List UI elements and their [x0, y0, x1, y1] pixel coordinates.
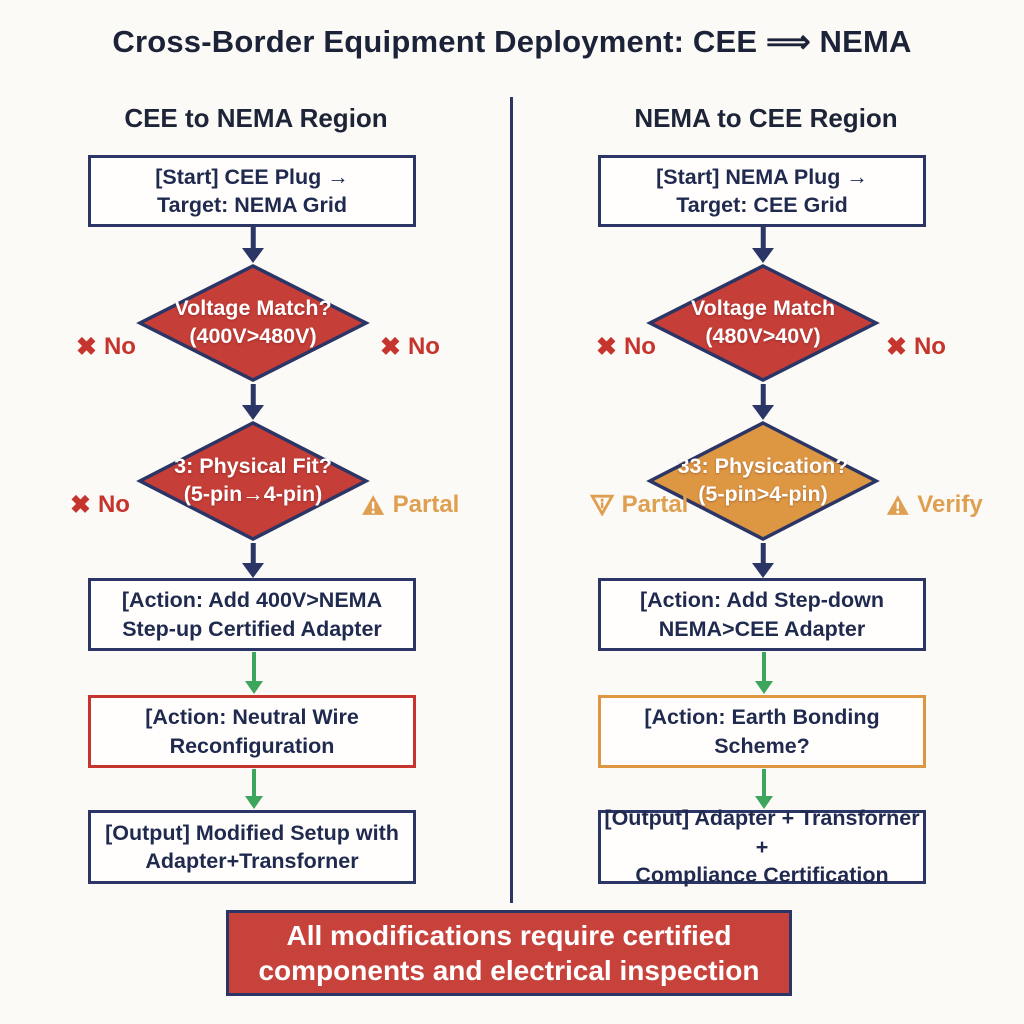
- warning-icon: [361, 494, 386, 516]
- branch-label-no: ✖ No: [886, 332, 946, 361]
- start-node: [88, 155, 416, 227]
- start-node: [598, 155, 926, 227]
- output-line1: [Output] Modified Setup with: [105, 820, 399, 845]
- action-line2: Scheme?: [714, 733, 810, 758]
- flow-arrow-green: [241, 652, 267, 694]
- decision-line1: Voltage Match?: [174, 296, 332, 321]
- decision-line2: (5-pin→4-pin): [183, 482, 323, 506]
- decision-line1: 33: Physication?: [677, 454, 849, 479]
- decision-line2: (5-pin>4-pin): [698, 482, 828, 506]
- output-node: [598, 806, 926, 888]
- branch-label-partial: Partal: [590, 489, 689, 521]
- warning-icon: [885, 494, 910, 516]
- output-line1: [Output] Adapter + Transforner +: [604, 806, 920, 859]
- flow-arrow: [240, 227, 266, 263]
- action-node-neutral-wire: [88, 695, 416, 768]
- banner-line2: components and electrical inspection: [258, 955, 760, 986]
- action-line1: [Action: Add 400V>NEMA: [121, 588, 383, 613]
- action-node-adapter: [88, 578, 416, 651]
- flow-arrow-green: [751, 652, 777, 694]
- output-line2: Compliance Certification: [635, 863, 889, 888]
- action-line1: [Action: Neutral Wire: [145, 705, 359, 730]
- cross-icon: ✖: [380, 332, 401, 361]
- cross-icon: ✖: [76, 332, 97, 361]
- start-node-line2: Target: NEMA Grid: [157, 193, 347, 217]
- inverted-triangle-info-icon: [590, 494, 615, 516]
- decision-line1: Voltage Match: [690, 296, 836, 321]
- start-node-line1: [Start] CEE Plug →: [155, 164, 349, 189]
- action-node-earth-bonding: [598, 695, 926, 768]
- start-node-line2: Target: CEE Grid: [676, 193, 848, 217]
- flow-arrow-green: [751, 769, 777, 809]
- branch-label-no: ✖ No: [70, 490, 130, 519]
- cross-icon: ✖: [886, 332, 907, 361]
- flow-arrow-green: [241, 769, 267, 809]
- branch-label-no: ✖ No: [380, 332, 440, 361]
- decision-physical-fit: [645, 420, 881, 542]
- decision-voltage-match: [645, 263, 881, 383]
- action-line2: Step-up Certified Adapter: [122, 616, 382, 641]
- action-line2: NEMA>CEE Adapter: [658, 616, 866, 641]
- branch-label-partial: Partal: [361, 489, 460, 521]
- decision-line2: (480V>40V): [705, 324, 821, 348]
- decision-line2: (400V>480V): [189, 324, 317, 348]
- action-node-adapter: [598, 578, 926, 651]
- branch-label-no: ✖ No: [76, 332, 136, 361]
- flow-arrow: [750, 543, 776, 578]
- column-nema-to-cee: [538, 0, 994, 1024]
- cross-icon: ✖: [596, 332, 617, 361]
- decision-physical-fit: [135, 420, 371, 542]
- output-node: [88, 810, 416, 884]
- decision-line1: 3: Physical Fit?: [174, 454, 332, 479]
- flow-arrow: [750, 227, 776, 263]
- compliance-banner: [226, 910, 792, 996]
- start-node-line1: [Start] NEMA Plug →: [656, 164, 868, 189]
- banner-line1: All modifications require certified: [286, 920, 732, 951]
- column-cee-to-nema: [28, 0, 484, 1024]
- branch-label-verify: Verify: [885, 489, 982, 521]
- flow-arrow: [240, 384, 266, 420]
- flow-arrow: [240, 543, 266, 578]
- flow-arrow: [750, 384, 776, 420]
- branch-label-no: ✖ No: [596, 332, 656, 361]
- column-divider: [510, 97, 513, 903]
- output-line2: Adapter+Transforner: [145, 849, 359, 873]
- page-title: Cross-Border Equipment Deployment: CEE ⟹ NEMA: [112, 24, 912, 59]
- action-line2: Reconfiguration: [169, 733, 335, 758]
- cross-icon: ✖: [70, 490, 91, 519]
- action-line1: [Action: Earth Bonding: [644, 705, 880, 730]
- action-line1: [Action: Add Step-down: [639, 588, 885, 613]
- column-header: NEMA to CEE Region: [634, 103, 898, 133]
- column-header: CEE to NEMA Region: [124, 103, 388, 133]
- decision-voltage-match: [135, 263, 371, 383]
